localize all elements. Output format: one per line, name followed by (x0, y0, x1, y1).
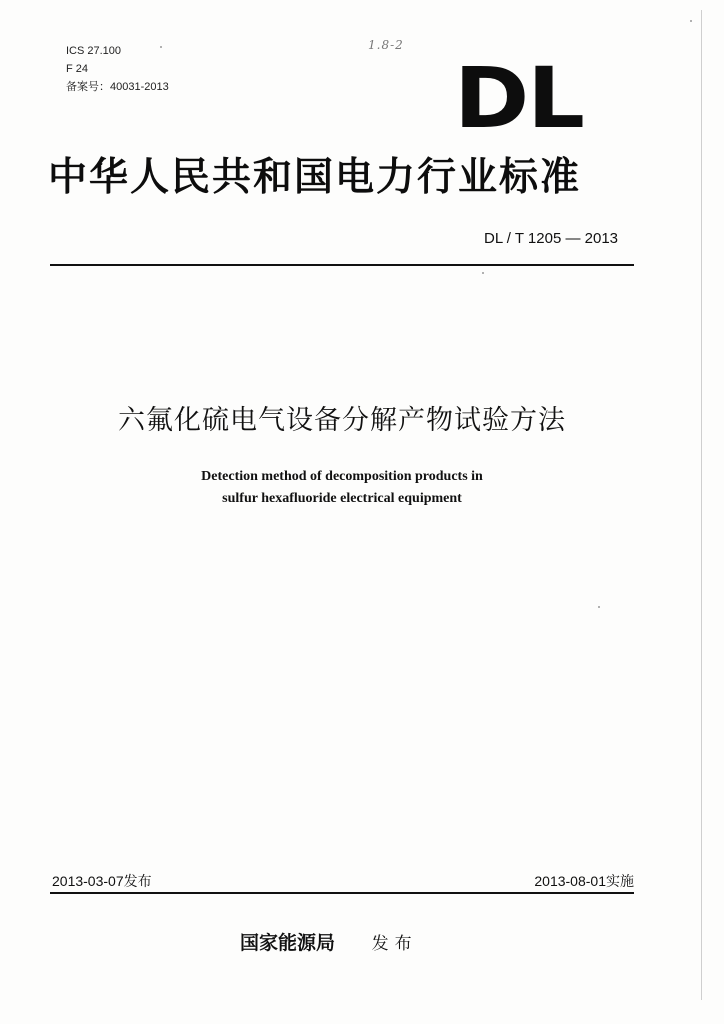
class-code: F 24 (66, 63, 89, 75)
handwritten-note: 1.8-2 (368, 38, 404, 52)
document-title-chinese: 六氟化硫电气设备分解产物试验方法 (118, 405, 566, 436)
publish-action: 发布 (371, 934, 418, 954)
english-title-line-1: Detection method of decomposition products in (201, 469, 483, 484)
issue-date: 2013-03-07发布 (52, 873, 152, 889)
publisher-block (240, 928, 418, 955)
implementation-date: 2013-08-01实施 (534, 873, 634, 889)
filing-number: 备案号：40031-2013 (66, 81, 169, 93)
standard-number: DL / T 1205 — 2013 (484, 230, 618, 247)
publisher-name: 国家能源局 (240, 932, 336, 954)
document-title-english (0, 466, 684, 510)
ics-code: ICS 27.100 (66, 45, 122, 57)
header-divider (50, 264, 634, 266)
scan-speck (598, 606, 600, 608)
scan-speck (160, 46, 162, 48)
page-edge-line (701, 10, 702, 1000)
scan-speck (482, 272, 484, 274)
english-title-line-2: sulfur hexafluoride electrical equipment (222, 491, 462, 506)
footer-divider (50, 892, 634, 894)
dl-logo: DL (454, 49, 583, 147)
classification-block (66, 42, 169, 96)
scan-speck (690, 20, 692, 22)
standard-category-title: 中华人民共和国电力行业标准 (48, 154, 582, 200)
